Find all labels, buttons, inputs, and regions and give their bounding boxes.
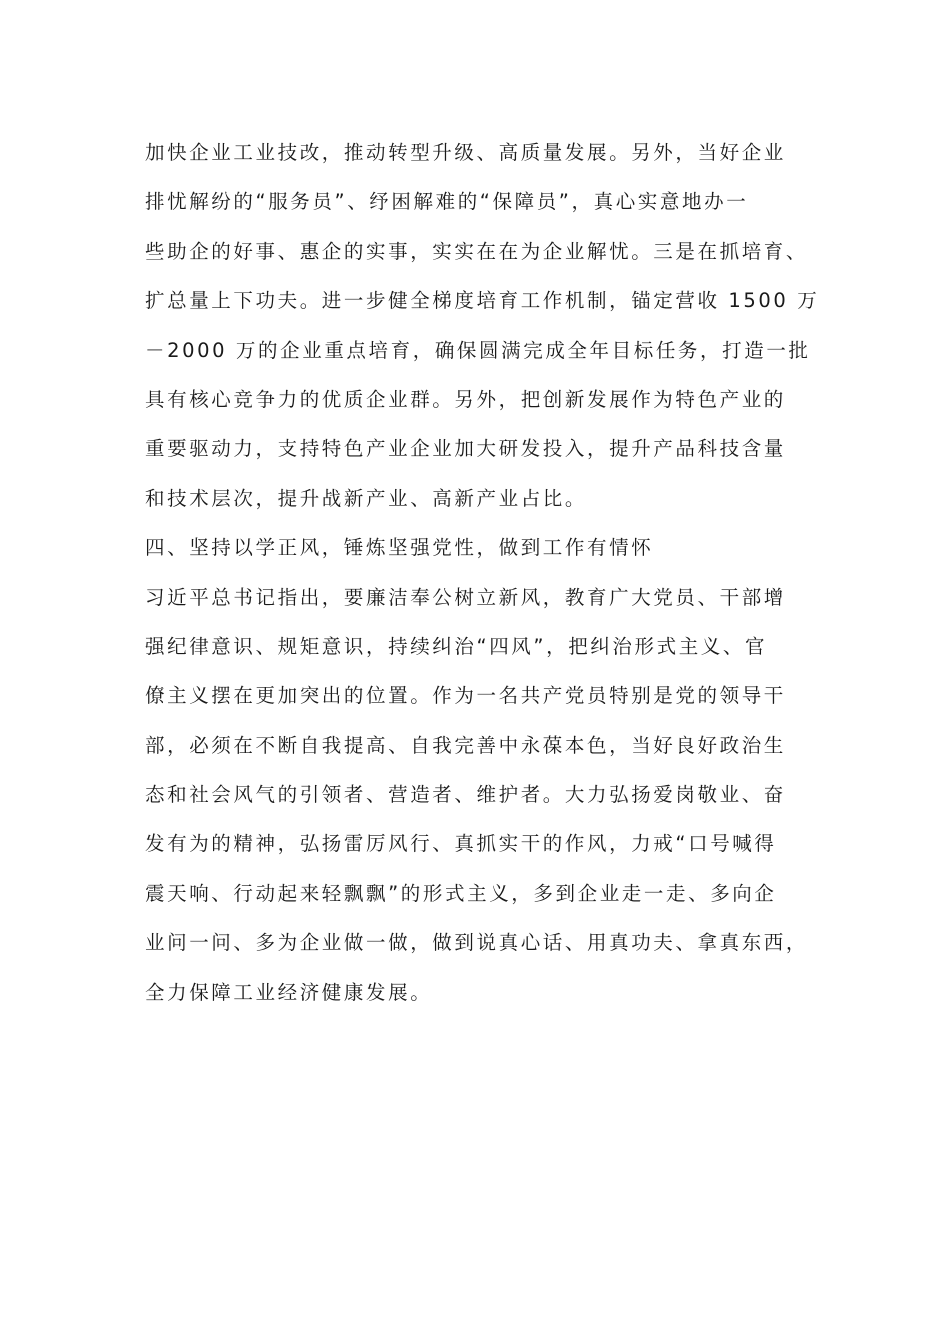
text-line: 和技术层次，提升战新产业、高新产业占比。 (145, 486, 588, 510)
paragraph-1 (145, 136, 835, 531)
text-line: 业问一问、多为企业做一做，做到说真心话、用真功夫、拿真东西， (145, 931, 809, 955)
document-body (145, 136, 835, 1025)
text-line: 些助企的好事、惠企的实事，实实在在为企业解忧。三是在抓培育、 (145, 239, 809, 263)
text-line: 排忧解纷的“服务员”、纾困解难的“保障员”，真心实意地办一 (145, 190, 749, 214)
text-line: 全力保障工业经济健康发展。 (145, 980, 433, 1004)
section-heading: 四、坚持以学正风，锤炼坚强党性，做到工作有情怀 (145, 536, 654, 560)
text-line: 具有核心竞争力的优质企业群。另外，把创新发展作为特色产业的 (145, 387, 786, 411)
text-line: 强纪律意识、规矩意识，持续纠治“四风”，把纠治形式主义、官 (145, 634, 768, 658)
text-line: 态和社会风气的引领者、营造者、维护者。大力弘扬爱岗敬业、奋 (145, 783, 786, 807)
text-line: 扩总量上下功夫。进一步健全梯度培育工作机制，锚定营收 1500 万 (145, 289, 820, 313)
text-line: 加快企业工业技改，推动转型升级、高质量发展。另外，当好企业 (145, 141, 786, 164)
text-line: 重要驱动力，支持特色产业企业加大研发投入，提升产品科技含量 (145, 437, 786, 461)
text-line: －2000 万的企业重点培育，确保圆满完成全年目标任务，打造一批 (145, 338, 811, 362)
text-line: 发有为的精神，弘扬雷厉风行、真抓实干的作风，力戒“口号喊得 (145, 832, 777, 856)
paragraph-2 (145, 581, 835, 1026)
text-line: 僚主义摆在更加突出的位置。作为一名共产党员特别是党的领导干 (145, 684, 786, 708)
text-line: 部，必须在不断自我提高、自我完善中永葆本色，当好良好政治生 (145, 733, 786, 757)
text-line: 震天响、行动起来轻飘飘”的形式主义，多到企业走一走、多向企 (145, 881, 777, 905)
text-line: 习近平总书记指出，要廉洁奉公树立新风，教育广大党员、干部增 (145, 585, 786, 609)
